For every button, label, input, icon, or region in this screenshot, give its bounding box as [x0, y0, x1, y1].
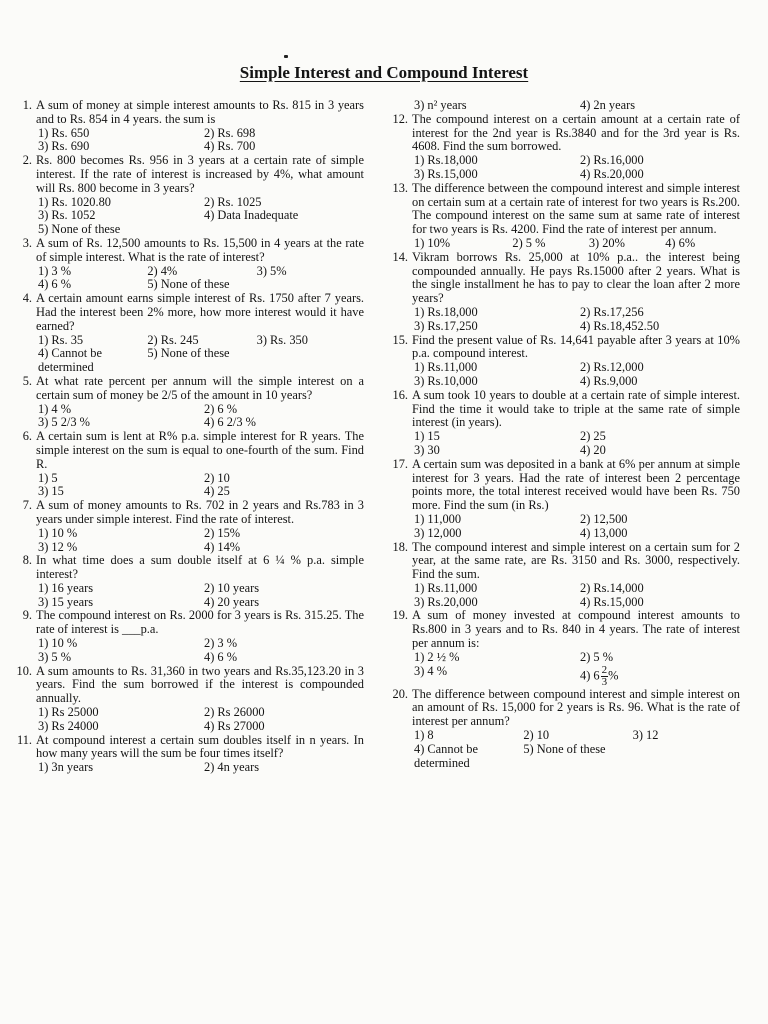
question-12: [384, 113, 740, 182]
answer-options: [36, 265, 364, 293]
answer-option: 2) Rs 26000: [204, 705, 265, 720]
question-number: 19.: [392, 608, 408, 623]
answer-option: 3) 5 %: [38, 649, 72, 664]
answer-option: 4) 20: [580, 442, 606, 457]
answer-options: [36, 472, 364, 500]
question-7: [8, 499, 364, 554]
answer-options: [36, 403, 364, 431]
scan-mark: [284, 55, 288, 58]
answer-option: 2) 10 years: [204, 580, 260, 595]
question-text: A sum of money amounts to Rs. 702 in 2 years and Rs.783 in 3 years under simple interest. Find the rate of interest.: [36, 498, 364, 526]
answer-option: 2) 10: [204, 470, 230, 485]
answer-option: 3) 20%: [588, 235, 625, 250]
answer-option: 5) None of these: [523, 741, 606, 756]
answer-option: 4) 6%: [665, 235, 696, 250]
answer-option: 1) 2 ½ %: [414, 649, 460, 664]
answer-option: 4) 6 2/3 %: [204, 415, 256, 430]
answer-option: 1) 11,000: [414, 511, 462, 526]
question-6: [8, 430, 364, 499]
percent-sign: %: [608, 668, 619, 683]
question-number: 2.: [22, 153, 32, 168]
question-number: 11.: [16, 732, 32, 747]
answer-option: 4) Cannot be determined: [38, 346, 103, 375]
question-number: 5.: [22, 373, 32, 388]
answer-option: 1) Rs 25000: [38, 705, 99, 720]
answer-option: 3) Rs.15,000: [414, 166, 478, 181]
right-column: [384, 99, 740, 770]
answer-option: 5) None of these: [147, 346, 230, 361]
answer-option: 3) 15 years: [38, 594, 94, 609]
answer-option: 2) Rs.14,000: [580, 580, 644, 595]
question-15: [384, 334, 740, 389]
answer-option: 3) 12,000: [414, 525, 462, 540]
answer-option: 2) 12,500: [580, 511, 628, 526]
answer-options: [36, 196, 364, 237]
question-text: In what time does a sum double itself at 6 ¼ % p.a. simple interest?: [36, 553, 364, 582]
answer-option: 2) Rs.12,000: [580, 360, 644, 375]
answer-option: 1) Rs.11,000: [414, 360, 478, 375]
question-9: [8, 609, 364, 664]
question-13: [384, 182, 740, 251]
question-16: [384, 389, 740, 458]
question-number: 12.: [392, 111, 408, 126]
answer-option: 5) None of these: [147, 277, 230, 292]
question-number: 17.: [392, 456, 408, 471]
question-number: 9.: [22, 608, 32, 623]
answer-option: 1) 16 years: [38, 580, 94, 595]
answer-option: 3) Rs.17,250: [414, 318, 478, 333]
answer-options: [412, 306, 740, 334]
fraction: [601, 665, 609, 688]
answer-option: 4) Cannot be determined: [414, 741, 479, 770]
question-text: At compound interest a certain sum doubles itself in n years. In how many years will the sum be four times itself?: [36, 732, 364, 761]
answer-option: 2) 15%: [204, 525, 241, 540]
answer-option: 3) Rs. 350: [256, 332, 308, 347]
question-text: The compound interest on Rs. 2000 for 3 years is Rs. 315.25. The rate of interest is ___p.a.: [36, 608, 364, 637]
answer-option: 2) 6 %: [204, 401, 238, 416]
question-number: 15.: [392, 332, 408, 347]
answer-option: 3) Rs. 690: [38, 139, 90, 154]
answer-option: 2) 10: [523, 728, 550, 743]
option: 4) 2n years: [580, 98, 636, 112]
answer-option: 1) 10 %: [38, 636, 78, 651]
answer-option: 4) 14%: [204, 539, 241, 554]
page-title: Simple Interest and Compound Interest: [239, 63, 529, 82]
question-text: Rs. 800 becomes Rs. 956 in 3 years at a certain rate of simple interest. If the rate of interest is increased by 4%, what amount will Rs. 800 become in 3 years?: [36, 153, 364, 195]
question-number: 1.: [22, 98, 32, 112]
answer-option: 4) Rs.20,000: [580, 166, 644, 181]
answer-option: 4) Rs. 700: [204, 139, 256, 154]
answer-option: 5) None of these: [38, 222, 121, 237]
answer-option: 3) Rs. 1052: [38, 208, 96, 223]
answer-options: [412, 513, 740, 541]
answer-options: [412, 237, 740, 251]
answer-option: 2) 25: [580, 429, 606, 444]
answer-option: 1) 10%: [414, 235, 451, 250]
answer-option: 2) Rs.16,000: [580, 153, 644, 168]
question-number: 16.: [392, 387, 408, 402]
question-number: 3.: [22, 235, 32, 250]
answer-option: 1) 3n years: [38, 760, 94, 775]
question-11: [8, 734, 364, 775]
question-number: 20.: [392, 686, 408, 701]
answer-option: 4) Rs.15,000: [580, 594, 644, 609]
question-number: 4.: [22, 291, 32, 306]
answer-options: [412, 361, 740, 389]
answer-option: 3) 15: [38, 484, 64, 499]
question-number: 13.: [392, 180, 408, 195]
answer-option: 4) 6 %: [204, 649, 238, 664]
answer-option: 1) Rs. 35: [38, 332, 84, 347]
question-14: [384, 251, 740, 334]
question-number: 10.: [16, 663, 32, 678]
question-number: 14.: [392, 249, 408, 264]
answer-option: 4) 25: [204, 484, 230, 499]
answer-option: 2) 5 %: [580, 649, 614, 664]
option: 3) n² years: [414, 98, 467, 112]
question-number: 18.: [392, 539, 408, 554]
answer-options: [412, 582, 740, 610]
question-3: [8, 237, 364, 292]
question-17: [384, 458, 740, 541]
answer-options: [412, 651, 740, 688]
question-text: The difference between the compound interest and simple interest on certain sum at a certain rate of interest for two years is Rs.200. The compound interest on the same sum at same rate of interest for two years is Rs. 4200. Find the rate of interest per annum.: [412, 180, 740, 237]
question-number: 8.: [22, 553, 32, 568]
answer-options: [36, 637, 364, 665]
answer-option: 3) Rs.10,000: [414, 373, 478, 388]
answer-options: [36, 706, 364, 734]
question-text: Find the present value of Rs. 14,641 payable after 3 years at 10% p.a. compound interest.: [412, 332, 740, 361]
question-text: A certain amount earns simple interest of Rs. 1750 after 7 years. Had the interest been 2% more, how more interest would it have earned?: [36, 291, 364, 333]
q11-options-continued: [412, 99, 740, 113]
question-4: [8, 292, 364, 375]
answer-option: 2) Rs.17,256: [580, 304, 644, 319]
question-1: [8, 99, 364, 154]
answer-option: 4) Rs.9,000: [580, 373, 638, 388]
answer-option: 3) 4 %: [414, 663, 448, 678]
answer-option: 3) Rs.20,000: [414, 594, 478, 609]
question-19: [384, 609, 740, 687]
answer-option: 1) Rs.18,000: [414, 153, 478, 168]
answer-options: [36, 127, 364, 155]
answer-options: [412, 154, 740, 182]
answer-option: 2) Rs. 245: [147, 332, 199, 347]
answer-option: 3) Rs 24000: [38, 718, 99, 733]
answer-options: [412, 729, 740, 770]
answer-options: [36, 582, 364, 610]
question-text: A certain sum is lent at R% p.a. simple interest for R years. The simple interest on the sum is equal to one-fourth of the sum. Find R.: [36, 429, 364, 471]
q11-continued: [384, 99, 740, 113]
question-2: [8, 154, 364, 237]
answer-option: 1) 10 %: [38, 525, 78, 540]
answer-option: 1) 3 %: [38, 263, 72, 278]
answer-option: 1) 4 %: [38, 401, 72, 416]
answer-option: 3) 12: [632, 728, 659, 743]
question-text: A sum took 10 years to double at a certain rate of simple interest. Find the time it would take to triple at the same rate of simple interest (in years).: [412, 387, 740, 430]
fraction-numerator: 2: [601, 663, 608, 676]
fraction-denominator: 3: [601, 675, 608, 688]
answer-option: 4) Data Inadequate: [204, 208, 299, 223]
question-text: At what rate percent per annum will the simple interest on a certain sum of money be 2/5 of the amount in 10 years?: [36, 373, 364, 402]
answer-option: 4) 13,000: [580, 525, 628, 540]
answer-option: 1) 15: [414, 429, 440, 444]
answer-option: 2) 4n years: [204, 760, 260, 775]
question-number: 6.: [22, 429, 32, 444]
answer-option: 2) Rs. 698: [204, 125, 256, 140]
question-text: A sum amounts to Rs. 31,360 in two years and Rs.35,123.20 in 3 years. Find the sum borrowed if the interest is compounded annually.: [36, 663, 364, 706]
answer-option: 3) 12 %: [38, 539, 78, 554]
answer-option: 4) Rs.18,452.50: [580, 318, 660, 333]
question-text: The compound interest on a certain amount at a certain rate of interest for the 2nd year is Rs.3840 and for the 3rd year is Rs. 4608. Find the sum borrowed.: [412, 111, 740, 154]
answer-option: 1) Rs.18,000: [414, 304, 478, 319]
answer-option: 4) Rs 27000: [204, 718, 265, 733]
answer-option: 1) Rs. 1020.80: [38, 194, 111, 209]
fraction-whole: 4) 6: [580, 668, 600, 683]
question-text: A sum of money invested at compound interest amounts to Rs.800 in 3 years and to Rs. 840 in 4 years. The rate of interest per annum is:: [412, 608, 740, 651]
question-text: The compound interest and simple interest on a certain sum for 2 year, at the same rate, are Rs. 3150 and Rs. 3000, respectively. Find the sum.: [412, 539, 740, 582]
answer-option: 2) 4%: [147, 263, 178, 278]
answer-option: 1) Rs. 650: [38, 125, 90, 140]
answer-option: 1) 8: [414, 728, 434, 743]
answer-option: 3) 5%: [256, 263, 287, 278]
question-10: [8, 665, 364, 734]
question-text: A sum of Rs. 12,500 amounts to Rs. 15,500 in 4 years at the rate of simple interest. What is the rate of interest?: [36, 235, 364, 264]
answer-options: [36, 527, 364, 555]
question-5: [8, 375, 364, 430]
answer-option-fraction: [576, 665, 740, 688]
answer-option: 4) 20 years: [204, 594, 260, 609]
answer-options: [412, 430, 740, 458]
question-text: Vikram borrows Rs. 25,000 at 10% p.a.. the interest being compounded annually. He pays Rs.15000 after 2 years. What is the single installment he has to pay to clear the loan after 2 more years?: [412, 249, 740, 306]
answer-options: [36, 334, 364, 375]
answer-option: 3) 5 2/3 %: [38, 415, 90, 430]
question-8: [8, 554, 364, 609]
answer-option: 2) Rs. 1025: [204, 194, 262, 209]
question-number: 7.: [22, 498, 32, 513]
question-18: [384, 541, 740, 610]
question-text: A certain sum was deposited in a bank at 6% per annum at simple interest for 3 years. Had the rate of interest been 2 percentage points more, the total interest received would have been Rs. 750 more. Find the sum (in Rs.): [412, 456, 740, 513]
question-text: The difference between compound interest and simple interest on an amount of Rs. 15,000 for 2 years is Rs. 96. What is the rate of interest per annum?: [412, 686, 740, 729]
question-text: A sum of money at simple interest amounts to Rs. 815 in 3 years and to Rs. 854 in 4 years. the sum is: [36, 98, 364, 126]
answer-options: [36, 761, 364, 775]
answer-option: 1) 5: [38, 470, 58, 485]
answer-option: 1) Rs.11,000: [414, 580, 478, 595]
answer-option: 2) 3 %: [204, 636, 238, 651]
answer-option: 4) 6 %: [38, 277, 72, 292]
question-20: [384, 688, 740, 771]
answer-option: 2) 5 %: [512, 235, 546, 250]
answer-option: 3) 30: [414, 442, 440, 457]
left-column: [8, 99, 364, 775]
